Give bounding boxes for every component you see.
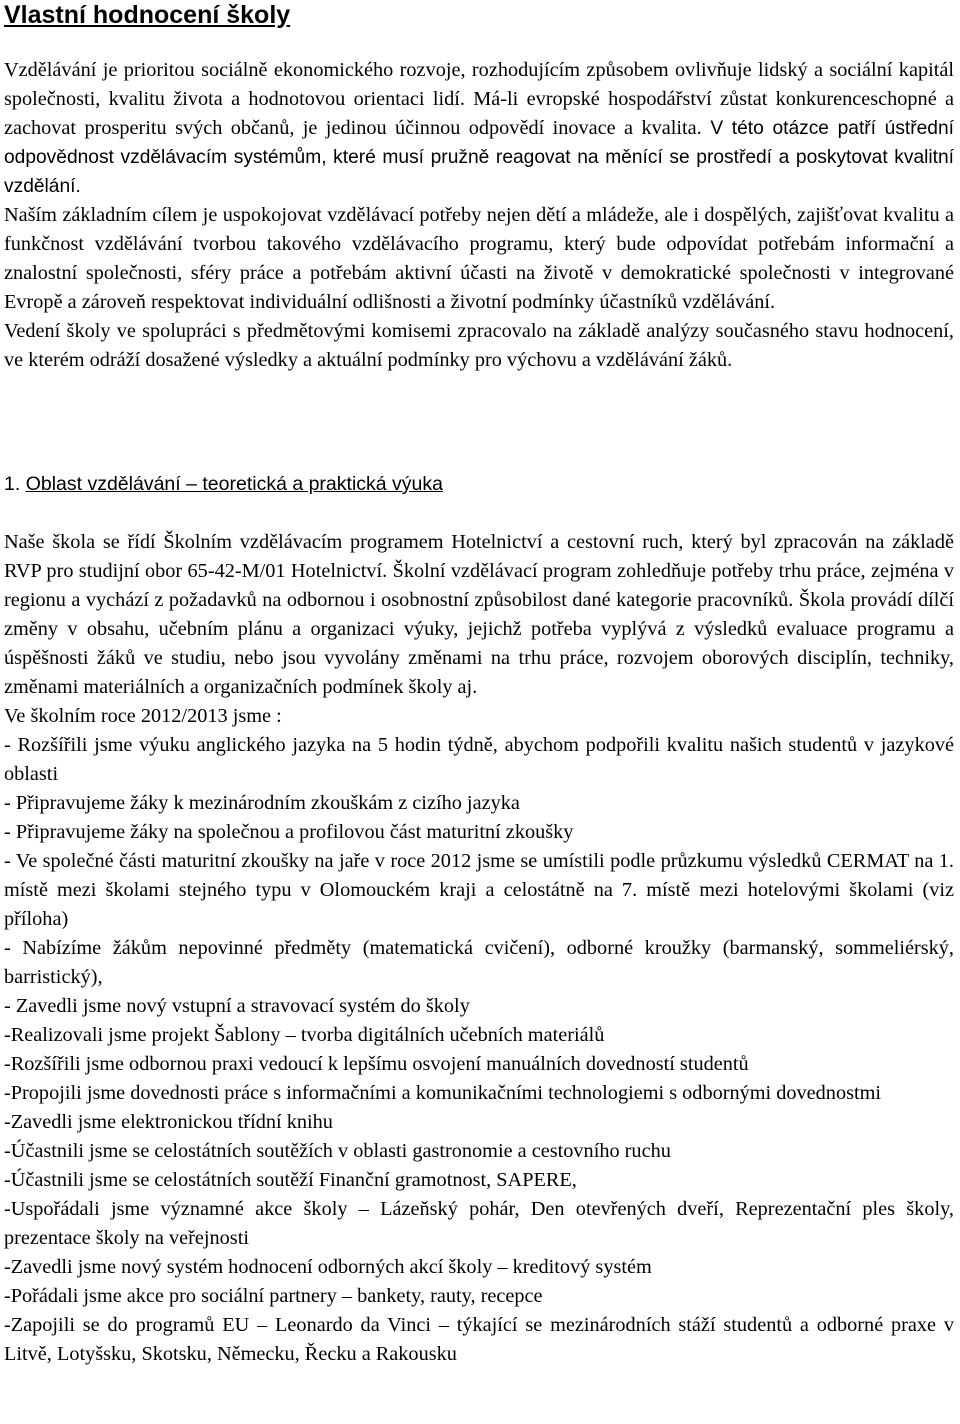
list-item: -Zavedli jsme nový systém hodnocení odborných akcí školy – kreditový systém xyxy=(4,1256,652,1278)
list-item: - Nabízíme žákům nepovinné předměty (matematická cvičení), odborné kroužky (barmanský, sommeliérský, barristický), xyxy=(4,937,954,988)
intro-paragraph-1-sans: V této otázce patří ústřední odpovědnost vzdělávacím systémům, které musí pružně reagovat na měnící se prostředí a poskytovat kvalitní vzdělání. xyxy=(4,118,954,197)
page-title: Vlastní hodnocení školy xyxy=(4,1,291,29)
intro-paragraph-3: Vedení školy ve spolupráci s předmětovými komisemi zpracovalo na základě analýzy současného stavu hodnocení, ve kterém odráží dosažené výsledky a aktuální podmínky pro výchovu a vzdělávání žáků. xyxy=(4,320,954,371)
list-item: - Rozšířili jsme výuku anglického jazyka na 5 hodin týdně, abychom podpořili kvalitu našich studentů v jazykové oblasti xyxy=(4,734,954,785)
list-item: -Pořádali jsme akce pro sociální partnery – bankety, rauty, recepce xyxy=(4,1285,543,1307)
section-body xyxy=(4,528,954,1369)
section-paragraph: Naše škola se řídí Školním vzdělávacím programem Hotelnictví a cestovní ruch, který byl zpracován na základě RVP pro studijní obor 65-42-M/01 Hotelnictví. Školní vzdělávací program zohledňuje potřeby trhu práce, zejména v regionu a vychází z požadavků na odbornou i osobnostní způsobilost dané kategorie pracovníků. Škola provádí dílčí změny v obsahu, učebním plánu a organizaci výuky, jejichž potřeba vyplývá z výsledků evaluace programu a úspěšnosti žáků ve studiu, nebo jsou vyvolány změnami na trhu práce, rozvojem oborových disciplín, techniky, změnami materiálních a organizačních podmínek školy aj. xyxy=(4,531,954,698)
list-item: -Rozšířili jsme odbornou praxi vedoucí k lepšímu osvojení manuálních dovedností studentů xyxy=(4,1053,749,1075)
intro-paragraph-2: Naším základním cílem je uspokojovat vzdělávací potřeby nejen dětí a mládeže, ale i dospělých, zajišťovat kvalitu a funkčnost vzdělávání tvorbou takového vzdělávacího programu, který bude odpovídat potřebám informační a znalostní společnosti, sféry práce a potřebám aktivní účasti na životě v demokratické společnosti v integrované Evropě a zároveň respektovat individuální odlišnosti a životní podmínky účastníků vzdělávání. xyxy=(4,204,954,313)
list-intro: Ve školním roce 2012/2013 jsme : xyxy=(4,705,282,727)
list-item: -Zavedli jsme elektronickou třídní knihu xyxy=(4,1111,333,1133)
list-item: - Připravujeme žáky na společnou a profilovou část maturitní zkoušky xyxy=(4,821,574,843)
list-item: -Zapojili se do programů EU – Leonardo da Vinci – týkající se mezinárodních stáží studentů a odborné praxe v Litvě, Lotyšsku, Skotsku, Německu, Řecku a Rakousku xyxy=(4,1314,954,1365)
achievements-list xyxy=(4,731,954,1369)
section-heading xyxy=(4,470,443,498)
section-number: 1. xyxy=(4,473,21,495)
list-item: - Zavedli jsme nový vstupní a stravovací systém do školy xyxy=(4,995,470,1017)
list-item: -Realizovali jsme projekt Šablony – tvorba digitálních učebních materiálů xyxy=(4,1024,605,1046)
intro-paragraph-1-serif: Vzdělávání je prioritou sociálně ekonomického rozvoje, rozhodujícím způsobem ovlivňuje lidský a sociální kapitál společnosti, kvalitu života a hodnotovou orientaci lidí. Má-li evropské hospodářství zůstat konkurenceschopné a zachovat prosperitu svých občanů, je jedinou účinnou odpovědí inovace a kvalita. xyxy=(4,59,954,139)
list-item: -Propojili jsme dovednosti práce s informačními a komunikačními technologiemi s odbornými dovednostmi xyxy=(4,1082,882,1104)
list-item: -Účastnili jsme se celostátních soutěžích v oblasti gastronomie a cestovního ruchu xyxy=(4,1140,671,1162)
section-title: Oblast vzdělávání – teoretická a praktická výuka xyxy=(25,473,443,495)
list-item: - Připravujeme žáky k mezinárodním zkouškám z cizího jazyka xyxy=(4,792,520,814)
intro-paragraph-1 xyxy=(4,56,954,201)
list-item: - Ve společné části maturitní zkoušky na jaře v roce 2012 jsme se umístili podle průzkumu výsledků CERMAT na 1. místě mezi školami stejného typu v Olomouckém kraji a celostátně na 7. místě mezi hotelovými školami (viz příloha) xyxy=(4,850,954,930)
list-item: -Účastnili jsme se celostátních soutěží Finanční gramotnost, SAPERE, xyxy=(4,1169,577,1191)
intro-section xyxy=(4,56,954,375)
list-item: -Uspořádali jsme významné akce školy – Lázeňský pohár, Den otevřených dveří, Reprezentační ples školy, prezentace školy na veřejnosti xyxy=(4,1198,954,1249)
